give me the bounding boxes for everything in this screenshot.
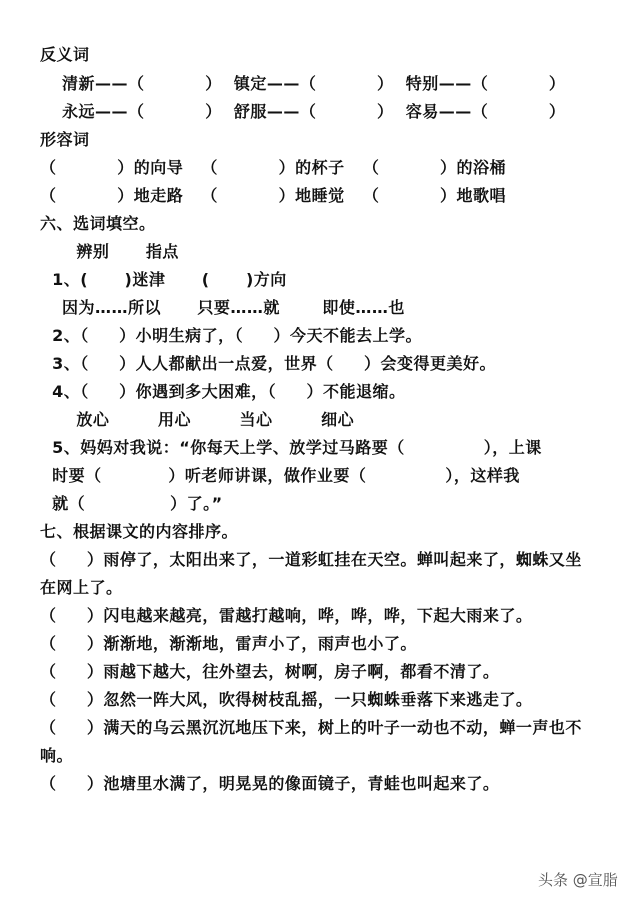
adjectives-row-1: （ ）的向导 （ ）的杯子 （ ）的浴桶 (40, 158, 507, 177)
order-item-1-line-1: （ ）雨停了，太阳出来了，一道彩虹挂在天空。蝉叫起来了，蜘蛛又坐 (40, 550, 582, 569)
antonyms-row-2: 永远——（ ） 舒服——（ ） 容易——（ ） (62, 102, 566, 121)
source-watermark: 头条 @宣脂 (538, 871, 618, 889)
order-item-3: （ ）渐渐地，渐渐地，雷声小了，雨声也小了。 (40, 634, 417, 653)
antonyms-title: 反义词 (40, 45, 90, 64)
order-item-2: （ ）闪电越来越亮，雷越打越响，哗，哗，哗，下起大雨来了。 (40, 606, 533, 625)
adjectives-title: 形容词 (40, 130, 90, 149)
question-5-line-3: 就（ ）了。” (40, 494, 223, 513)
order-item-7: （ ）池塘里水满了，明晃晃的像面镜子，青蛙也叫起来了。 (40, 774, 500, 793)
question-1: 1、( )迷津 ( )方向 (40, 270, 287, 289)
question-4: 4、（ ）你遇到多大困难，（ ）不能退缩。 (40, 382, 406, 401)
word-choices-3: 放心 用心 当心 细心 (40, 410, 355, 429)
question-2: 2、（ ）小明生病了，（ ）今天不能去上学。 (40, 326, 422, 345)
question-5-line-1: 5、妈妈对我说：“你每天上学、放学过马路要（ ），上课 (40, 438, 542, 457)
order-item-5: （ ）忽然一阵大风，吹得树枝乱摇，一只蜘蛛垂落下来逃走了。 (40, 690, 533, 709)
order-item-4: （ ）雨越下越大，往外望去，树啊，房子啊，都看不清了。 (40, 662, 500, 681)
question-5-line-2: 时要（ ）听老师讲课，做作业要（ ），这样我 (40, 466, 520, 485)
word-choices-2: 因为……所以 只要……就 即使……也 (62, 298, 405, 317)
order-item-1-line-2: 在网上了。 (40, 578, 123, 597)
section-7-title: 七、根据课文的内容排序。 (40, 522, 239, 541)
order-item-6-line-2: 响。 (40, 746, 74, 765)
section-6-title: 六、选词填空。 (40, 214, 156, 233)
order-item-6-line-1: （ ）满天的乌云黑沉沉地压下来，树上的叶子一动也不动，蝉一声也不 (40, 718, 582, 737)
word-choices-1: 辨别 指点 (40, 242, 179, 261)
question-3: 3、（ ）人人都献出一点爱，世界（ ）会变得更美好。 (40, 354, 496, 373)
antonyms-row-1: 清新——（ ） 镇定——（ ） 特别——（ ） (62, 74, 566, 93)
adjectives-row-2: （ ）地走路 （ ）地睡觉 （ ）地歌唱 (40, 186, 507, 205)
